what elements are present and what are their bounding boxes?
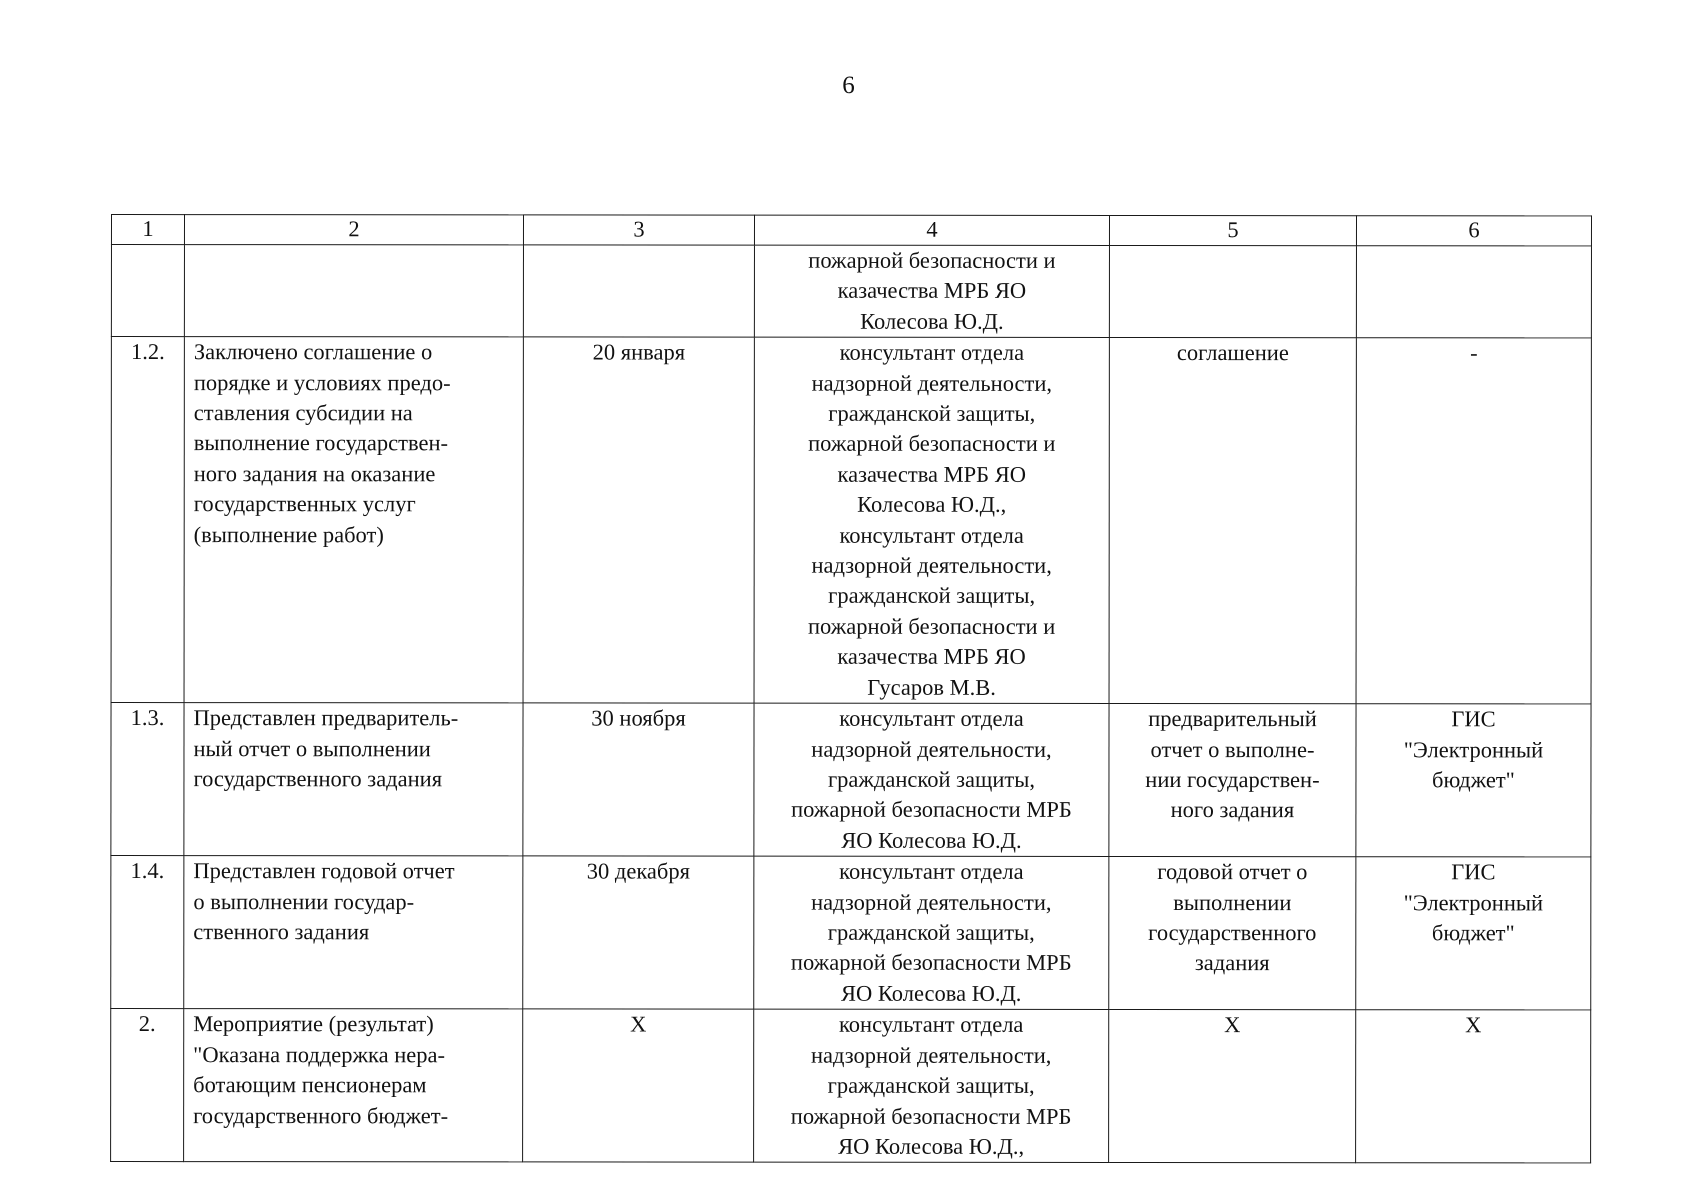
responsible-cell <box>754 856 1109 1009</box>
result-document-cell <box>1109 338 1356 704</box>
responsible-cell <box>754 337 1109 703</box>
result-document-cell <box>1109 857 1356 1010</box>
cell-text-line: ЯО Колесова Ю.Д. <box>841 827 1022 853</box>
table-header-row <box>111 215 1591 246</box>
cell-text-line: консультант отдела <box>839 1011 1024 1038</box>
cell-text-line: - <box>1470 340 1478 366</box>
cell-text-line: гражданской защиты, <box>828 583 1036 609</box>
cell-text-line: государственных услуг <box>193 491 416 517</box>
cell-text-line: о выполнении государ- <box>193 888 415 914</box>
cell-text-line: нии государствен- <box>1145 767 1320 793</box>
cell-text-line: пожарной безопасности и <box>807 613 1056 639</box>
cell-text-line: консультант отдела <box>839 339 1025 366</box>
deadline-cell: Х <box>523 1009 754 1162</box>
cell-text-line: предварительный <box>1148 706 1317 732</box>
row-number-cell: 1.4. <box>111 856 184 1009</box>
cell-text-line: Х <box>1224 1012 1241 1038</box>
column-header-5: 5 <box>1109 215 1356 245</box>
cell-text-line: Заключено соглашение о <box>193 339 433 365</box>
information-system-cell <box>1356 857 1591 1010</box>
cell-text-line: ГИС <box>1451 706 1496 732</box>
row-number-cell: 2. <box>111 1009 184 1162</box>
cell-text-line: гражданской защиты, <box>827 1072 1035 1098</box>
table-row-continuation <box>111 245 1591 339</box>
column-header-2: 2 <box>184 215 523 245</box>
cell-text-line: Х <box>1465 1012 1482 1038</box>
cell-text-line: консультант отдела <box>839 522 1024 548</box>
cell-text-line: надзорной деятельности, <box>810 1042 1052 1068</box>
cell-text-line: консультант отдела <box>839 705 1024 732</box>
cell-text-line: ботающим пенсионерам <box>193 1072 427 1098</box>
deadline-cell: 30 ноября <box>523 703 754 856</box>
cell-text-line: пожарной безопасности и <box>808 431 1056 457</box>
information-system-cell <box>1356 1010 1591 1163</box>
table-row-1-3 <box>111 703 1591 857</box>
row-number-cell: 1.3. <box>111 703 184 856</box>
information-system-cell <box>1356 246 1591 338</box>
table-row-1-2 <box>111 337 1591 704</box>
cell-text-line: бюджет" <box>1432 767 1515 793</box>
cell-text-line: государственного бюджет- <box>193 1102 449 1128</box>
cell-text-line: порядке и условиях предо- <box>193 369 451 395</box>
responsible-cell <box>754 245 1109 338</box>
cell-text-line: бюджет" <box>1431 920 1515 946</box>
cell-text-line: надзорной деятельности, <box>811 736 1052 762</box>
activity-cell <box>184 703 523 856</box>
cell-text-line: Гусаров М.В. <box>867 674 996 700</box>
cell-text-line: ставления субсидии на <box>193 400 413 426</box>
result-document-cell <box>1109 245 1356 337</box>
cell-text-line: годовой отчет о <box>1157 859 1308 885</box>
cell-text-line: государственного задания <box>193 766 443 792</box>
cell-text-line: ЯО Колесова Ю.Д., <box>838 1133 1025 1159</box>
cell-text-line: пожарной безопасности МРБ <box>791 797 1072 823</box>
cell-text-line: пожарной безопасности МРБ <box>790 1103 1072 1129</box>
cell-text-line: ного задания на оказание <box>193 460 436 487</box>
column-header-4: 4 <box>754 215 1109 245</box>
plan-table <box>110 214 1592 1164</box>
information-system-cell <box>1356 704 1591 857</box>
cell-text-line: пожарной безопасности и <box>808 247 1056 273</box>
cell-text-line: соглашение <box>1176 340 1289 366</box>
cell-text-line: гражданской защиты, <box>827 919 1035 945</box>
cell-text-line: выполнение государствен- <box>193 430 448 456</box>
cell-text-line: надзорной деятельности, <box>811 889 1052 915</box>
column-header-1: 1 <box>111 215 184 245</box>
table-row-1-4 <box>111 856 1591 1010</box>
activity-cell <box>184 337 523 703</box>
cell-text-line: выполнении <box>1173 889 1292 915</box>
responsible-cell <box>754 703 1109 856</box>
column-header-3: 3 <box>523 215 754 245</box>
cell-text-line: задания <box>1194 950 1270 976</box>
column-header-6: 6 <box>1356 216 1591 246</box>
row-number-cell: 1.2. <box>111 337 184 703</box>
activity-cell <box>184 856 523 1009</box>
table-row-2 <box>111 1009 1591 1163</box>
cell-text-line: ственного задания <box>193 919 370 945</box>
row-number-cell <box>111 245 184 337</box>
cell-text-line: ЯО Колесова Ю.Д. <box>841 980 1022 1006</box>
result-document-cell <box>1109 1010 1356 1163</box>
activity-cell <box>184 1009 523 1162</box>
cell-text-line: казачества МРБ ЯО <box>837 278 1027 304</box>
cell-text-line: Представлен годовой отчет <box>193 858 455 884</box>
page-number: 6 <box>842 72 855 99</box>
activity-cell <box>184 245 523 338</box>
cell-text-line: отчет о выполне- <box>1150 736 1315 762</box>
result-document-cell <box>1109 704 1356 857</box>
cell-text-line: надзорной деятельности, <box>811 370 1053 396</box>
cell-text-line: ный отчет о выполнении <box>193 735 431 761</box>
cell-text-line: Представлен предваритель- <box>193 705 459 731</box>
cell-text-line: "Электронный <box>1403 889 1544 916</box>
cell-text-line: казачества МРБ ЯО <box>837 461 1027 487</box>
deadline-cell <box>523 245 754 337</box>
cell-text-line: (выполнение работ) <box>193 521 384 547</box>
cell-text-line: ного задания <box>1170 797 1295 823</box>
cell-text-line: Колесова Ю.Д. <box>860 308 1004 334</box>
deadline-cell: 20 января <box>523 337 754 703</box>
cell-text-line: казачества МРБ ЯО <box>837 643 1026 670</box>
cell-text-line: государственного <box>1148 920 1317 946</box>
cell-text-line: "Электронный <box>1403 736 1544 763</box>
cell-text-line: гражданской защиты, <box>828 400 1036 426</box>
cell-text-line: пожарной безопасности МРБ <box>790 950 1072 976</box>
cell-text-line: Колесова Ю.Д., <box>857 491 1007 518</box>
cell-text-line: "Оказана поддержка нера- <box>193 1041 446 1068</box>
cell-text-line: надзорной деятельности, <box>811 552 1052 578</box>
cell-text-line: гражданской защиты, <box>827 766 1035 792</box>
cell-text-line: консультант отдела <box>839 858 1024 885</box>
information-system-cell <box>1356 338 1591 704</box>
cell-text-line: Мероприятие (результат) <box>193 1011 434 1037</box>
responsible-cell <box>754 1009 1109 1162</box>
cell-text-line: ГИС <box>1451 859 1496 885</box>
deadline-cell: 30 декабря <box>523 856 754 1009</box>
